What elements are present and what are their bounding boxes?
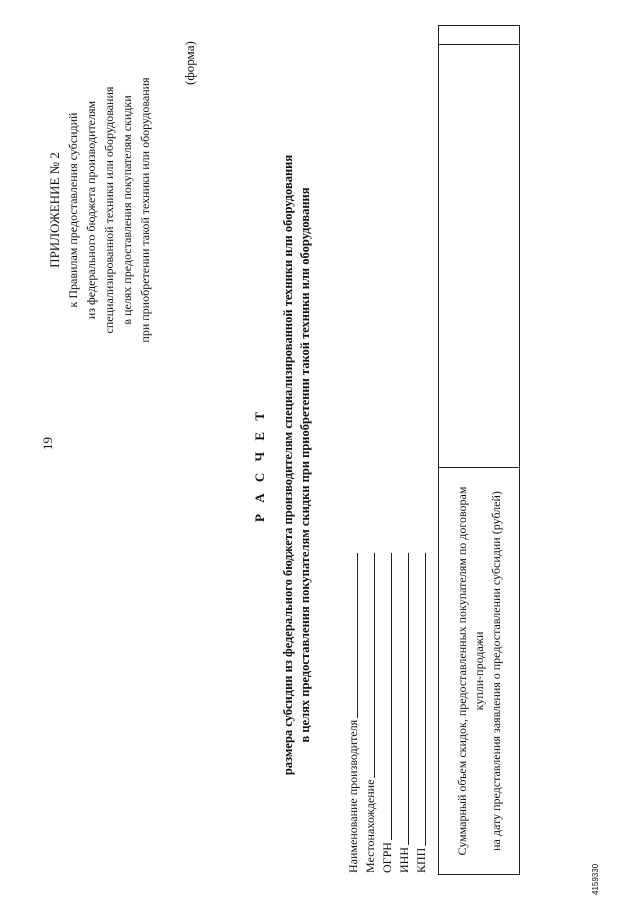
field-inn[interactable] [395, 553, 412, 873]
fill-line[interactable] [425, 553, 426, 846]
appendix-line: при приобретении такой техники или оборудования [138, 77, 152, 343]
appendix-line: к Правилам предоставления субсидий [66, 112, 80, 308]
field-producer-name[interactable] [344, 553, 361, 873]
field-label: КПП [414, 847, 428, 873]
field-label: ОГРН [380, 842, 394, 873]
table-header-line-2: на дату представления заявления о предоставлении субсидии (рублей) [488, 491, 503, 851]
producer-fields [344, 553, 429, 873]
table-header-cell [439, 467, 519, 874]
document-title [252, 85, 314, 845]
table-header-line-1: Суммарный объем скидок, предоставленных покупателям по договорам купли-продажи [454, 486, 486, 856]
field-kpp[interactable] [412, 553, 429, 873]
field-label: Местонахождение [363, 779, 377, 873]
table-value-cell[interactable] [439, 45, 519, 467]
page-number: 19 [40, 437, 55, 450]
form-note: (форма) [182, 41, 197, 85]
field-label: Наименование производителя [346, 719, 360, 873]
title-line-1: размера субсидии из федерального бюджета производителям специализированной техники или оборудования [281, 154, 295, 776]
table-extra-cell[interactable] [439, 26, 519, 45]
fill-line[interactable] [374, 553, 375, 778]
discount-table [438, 25, 520, 875]
document-code: 4159330 [591, 863, 600, 895]
fill-line[interactable] [357, 553, 358, 718]
title-main: Р А С Ч Е Т [252, 408, 267, 522]
title-line-2: в целях предоставления покупателям скидки при приобретении такой техники или оборудования [298, 187, 312, 743]
field-ogrn[interactable] [378, 553, 395, 873]
field-location[interactable] [361, 553, 378, 873]
field-label: ИНН [397, 847, 411, 873]
appendix-line: из федерального бюджета производителям [84, 100, 98, 320]
appendix-title: ПРИЛОЖЕНИЕ № 2 [47, 152, 62, 268]
fill-line[interactable] [408, 553, 409, 845]
appendix-header [46, 15, 154, 405]
appendix-line: специализированной техники или оборудования [102, 86, 116, 334]
fill-line[interactable] [391, 553, 392, 840]
appendix-line: в целях предоставления покупателям скидки [120, 95, 134, 325]
